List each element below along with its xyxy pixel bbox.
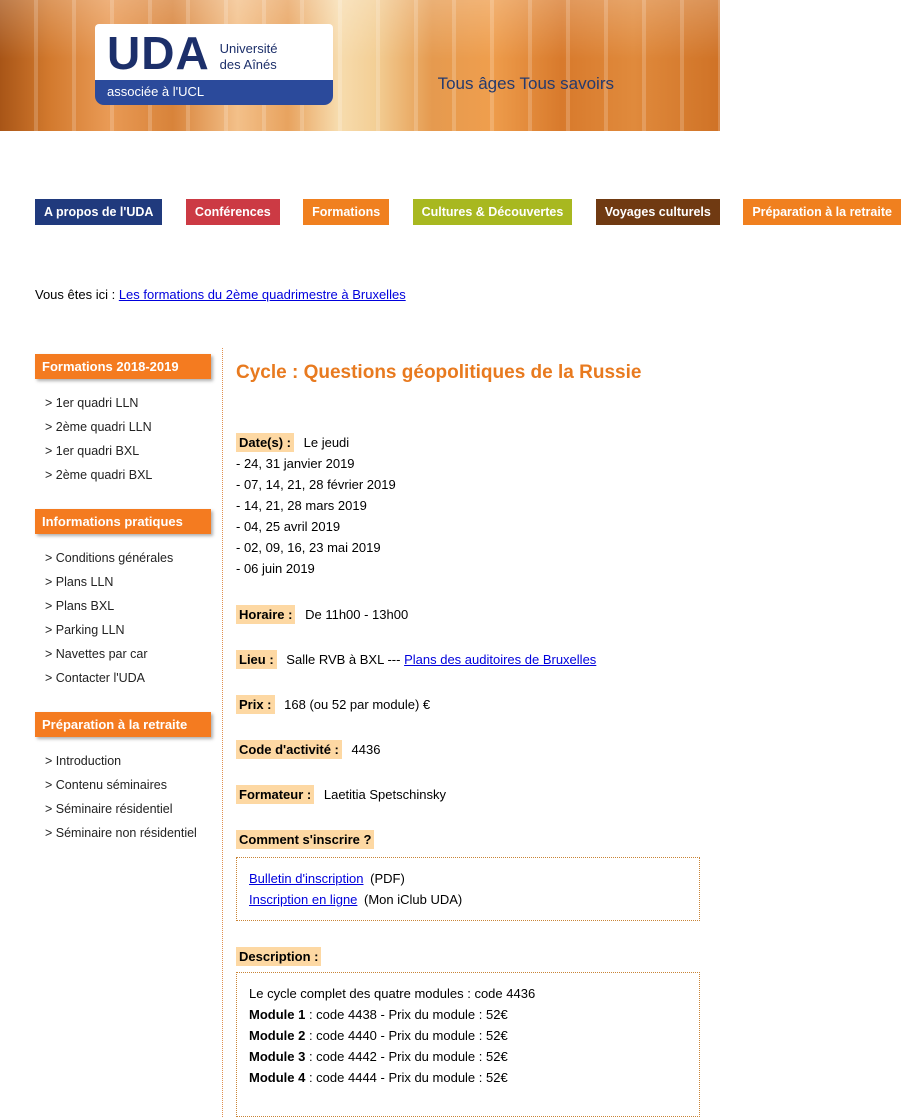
inscription-line	[249, 868, 687, 889]
dates-intro: Le jeudi	[303, 435, 350, 450]
dates-label: Date(s) :	[236, 433, 294, 452]
module-detail: : code 4440 - Prix du module : 52€	[305, 1028, 508, 1043]
sidebar-item-conditions-generales[interactable]: > Conditions générales	[45, 551, 174, 565]
sidebar-item-seminaire-non-residentiel[interactable]: > Séminaire non résidentiel	[45, 826, 197, 840]
module-detail: : code 4444 - Prix du module : 52€	[305, 1070, 508, 1085]
sidebar-item-1er-quadri-bxl[interactable]: > 1er quadri BXL	[45, 444, 140, 458]
nav-formations[interactable]: Formations	[303, 199, 389, 225]
inscription-label: Comment s'inscrire ?	[236, 830, 374, 849]
uda-logo-name-line1: Université	[219, 40, 278, 56]
prix-row	[236, 695, 700, 714]
code-activite-value: 4436	[351, 742, 381, 757]
sidebar-item-introduction[interactable]: > Introduction	[45, 754, 122, 768]
inscription-line	[249, 889, 687, 910]
uda-logo[interactable]	[95, 24, 333, 105]
sidebar-item-contenu-seminaires[interactable]: > Contenu séminaires	[45, 778, 167, 792]
description-box	[236, 972, 700, 1117]
module-name: Module 1	[249, 1007, 306, 1022]
date-line: - 14, 21, 28 mars 2019	[236, 498, 367, 513]
inscription-en-ligne-suffix: (Mon iClub UDA)	[360, 892, 463, 907]
horaire-row	[236, 605, 700, 624]
horaire-label: Horaire :	[236, 605, 295, 624]
module-name: Module 2	[249, 1028, 306, 1043]
uda-logo-abbr: UDA	[107, 27, 210, 79]
prix-value: 168 (ou 52 par module) €	[284, 697, 431, 712]
code-activite-label: Code d'activité :	[236, 740, 342, 759]
formateur-value: Laetitia Spetschinsky	[323, 787, 446, 802]
module-line	[249, 1004, 687, 1025]
sidebar	[35, 348, 211, 1117]
module-line	[249, 1046, 687, 1067]
formateur-label: Formateur :	[236, 785, 314, 804]
inscription-box	[236, 857, 700, 921]
sidebar-item-2eme-quadri-lln[interactable]: > 2ème quadri LLN	[45, 420, 152, 434]
lieu-row	[236, 650, 700, 669]
header-tagline: Tous âges Tous savoirs	[437, 74, 614, 93]
description-label: Description :	[236, 947, 321, 966]
module-detail: : code 4438 - Prix du module : 52€	[305, 1007, 508, 1022]
lieu-value: Salle RVB à BXL ---	[286, 652, 401, 667]
nav-preparation-retraite[interactable]: Préparation à la retraite	[743, 199, 901, 225]
nav-voyages-culturels[interactable]: Voyages culturels	[596, 199, 720, 225]
lieu-label: Lieu :	[236, 650, 277, 669]
main-content	[223, 348, 720, 1117]
lieu-plans-link[interactable]: Plans des auditoires de Bruxelles	[404, 652, 597, 667]
date-line: - 04, 25 avril 2019	[236, 519, 341, 534]
inscription-header-row	[236, 830, 700, 849]
nav-conferences[interactable]: Conférences	[186, 199, 280, 225]
date-line: - 02, 09, 16, 23 mai 2019	[236, 540, 381, 555]
uda-logo-association: associée à l'UCL	[95, 80, 333, 105]
page-title: Cycle : Questions géopolitiques de la Russie	[236, 362, 642, 383]
sidebar-item-plans-bxl[interactable]: > Plans BXL	[45, 599, 115, 613]
module-name: Module 3	[249, 1049, 306, 1064]
code-activite-row	[236, 740, 700, 759]
sidebar-item-plans-lln[interactable]: > Plans LLN	[45, 575, 114, 589]
sidebar-header-formations: Formations 2018-2019	[35, 354, 211, 379]
module-detail: : code 4442 - Prix du module : 52€	[305, 1049, 508, 1064]
uda-logo-name	[220, 35, 278, 73]
content	[0, 348, 720, 1117]
header-banner	[0, 0, 720, 131]
date-line: - 07, 14, 21, 28 février 2019	[236, 477, 396, 492]
sidebar-header-infos-pratiques: Informations pratiques	[35, 509, 211, 534]
module-line	[249, 1067, 687, 1088]
sidebar-item-2eme-quadri-bxl[interactable]: > 2ème quadri BXL	[45, 468, 153, 482]
uda-logo-name-line2: des Aînés	[219, 56, 277, 72]
prix-label: Prix :	[236, 695, 275, 714]
sidebar-item-navettes-par-car[interactable]: > Navettes par car	[45, 647, 148, 661]
breadcrumb-link[interactable]: Les formations du 2ème quadrimestre à Bruxelles	[118, 287, 406, 302]
module-name: Module 4	[249, 1070, 306, 1085]
sidebar-item-seminaire-residentiel[interactable]: > Séminaire résidentiel	[45, 802, 173, 816]
bulletin-inscription-link[interactable]: Bulletin d'inscription	[249, 871, 364, 886]
module-line	[249, 1025, 687, 1046]
date-line: - 06 juin 2019	[236, 561, 315, 576]
sidebar-item-contacter-uda[interactable]: > Contacter l'UDA	[45, 671, 145, 685]
description-header-row	[236, 947, 700, 966]
breadcrumb	[35, 287, 720, 302]
formateur-row	[236, 785, 700, 804]
date-line: - 24, 31 janvier 2019	[236, 456, 355, 471]
sidebar-item-1er-quadri-lln[interactable]: > 1er quadri LLN	[45, 396, 139, 410]
nav-cultures-decouvertes[interactable]: Cultures & Découvertes	[413, 199, 573, 225]
main-nav	[35, 199, 892, 225]
sidebar-item-parking-lln[interactable]: > Parking LLN	[45, 623, 125, 637]
dates-block	[236, 432, 700, 579]
breadcrumb-prefix: Vous êtes ici :	[35, 287, 119, 302]
uda-logo-top	[95, 24, 333, 80]
sidebar-header-preparation-retraite: Préparation à la retraite	[35, 712, 211, 737]
bulletin-inscription-suffix: (PDF)	[366, 871, 405, 886]
nav-a-propos[interactable]: A propos de l'UDA	[35, 199, 162, 225]
description-intro: Le cycle complet des quatre modules : code 4436	[249, 986, 536, 1001]
inscription-en-ligne-link[interactable]: Inscription en ligne	[249, 892, 358, 907]
horaire-value: De 11h00 - 13h00	[305, 607, 409, 622]
